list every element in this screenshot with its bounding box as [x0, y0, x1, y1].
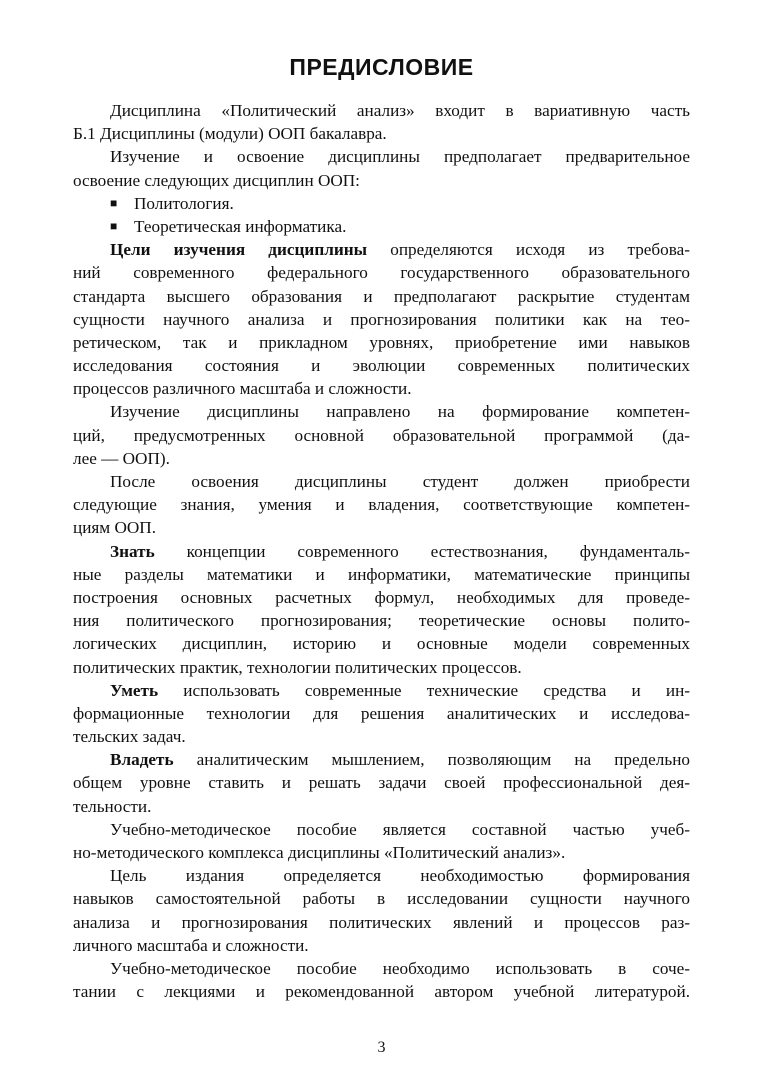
paragraph-6-line-2: ные разделы математики и информатики, математические принципы — [73, 564, 690, 584]
paragraph-1-line-2: Б.1 Дисциплины (модули) ООП бакалавра. — [73, 124, 387, 144]
bullet-item-text: Теоретическая информатика. — [134, 216, 347, 236]
paragraph-3-line-2: ний современного федерального государственного образовательного — [73, 263, 690, 283]
paragraph-4-line-2: ций, предусмотренных основной образовательной программой (да- — [73, 425, 690, 445]
page-number: 3 — [377, 1039, 386, 1056]
paragraph-6-line-5: логических дисциплин, историю и основные модели современных — [73, 634, 690, 654]
paragraph-3-line-1-text: определяются исходя из требова- — [367, 240, 690, 260]
paragraph-6-line-3: построения основных расчетных формул, необходимых для проведе- — [73, 587, 690, 607]
paragraph-7-line-2: формационные технологии для решения аналитических и исследова- — [73, 703, 690, 723]
paragraph-8-line-2: общем уровне ставить и решать задачи своей профессиональной дея- — [73, 773, 690, 793]
paragraph-3-line-5: ретическом, так и прикладном уровнях, приобретение ими навыков — [73, 332, 690, 352]
paragraph-7-line-3: тельских задач. — [73, 727, 186, 747]
paragraph-2-line-1: Изучение и освоение дисциплины предполагает предварительное — [110, 147, 690, 167]
paragraph-6-line-1-text: концепции современного естествознания, фундаменталь- — [154, 541, 690, 561]
paragraph-5-line-2: следующие знания, умения и владения, соответствующие компетен- — [73, 495, 690, 515]
page-title: ПРЕДИСЛОВИЕ — [289, 54, 474, 80]
paragraph-10-line-1: Цель издания определяется необходимостью формирования — [110, 866, 690, 886]
master-heading: Владеть — [110, 750, 174, 770]
paragraph-3-line-3: стандарта высшего образования и предполагают раскрытие студентам — [73, 286, 690, 306]
paragraph-8-line-1-text: аналитическим мышлением, позволяющим на предельно — [173, 750, 690, 770]
goals-heading: Цели изучения дисциплины — [110, 240, 368, 260]
bullet-item-1 — [73, 192, 690, 215]
paragraph-4-line-3: лее — ООП). — [73, 448, 170, 468]
paragraph-10-line-2: навыков самостоятельной работы в исследовании сущности научного — [73, 889, 690, 909]
document-body — [73, 99, 690, 1003]
know-heading: Знать — [110, 541, 155, 561]
paragraph-3-line-7: процессов различного масштаба и сложности. — [73, 379, 412, 399]
bullet-item-text: Политология. — [134, 193, 234, 213]
bullet-square-icon: ■ — [110, 218, 118, 233]
paragraph-11-line-2: тании с лекциями и рекомендованной автором учебной литературой. — [73, 982, 690, 1002]
paragraph-3-line-1 — [73, 238, 690, 261]
paragraph-5-line-3: циям ООП. — [73, 518, 157, 538]
bullet-square-icon: ■ — [110, 195, 118, 210]
be-able-heading: Уметь — [110, 680, 159, 700]
paragraph-6-line-1 — [73, 540, 690, 563]
paragraph-5-line-1: После освоения дисциплины студент должен приобрести — [110, 472, 690, 491]
paragraph-3-line-4: сущности научного анализа и прогнозирования политики как на тео- — [73, 309, 690, 329]
paragraph-6-line-6: политических практик, технологии политических процессов. — [73, 657, 522, 677]
paragraph-7-line-1-text: использовать современные технические средства и ин- — [158, 680, 690, 700]
paragraph-8-line-1 — [73, 748, 690, 771]
paragraph-4-line-1: Изучение дисциплины направлено на формирование компетен- — [110, 402, 690, 422]
paragraph-9-line-1: Учебно-методическое пособие является составной частью учеб- — [110, 819, 690, 839]
paragraph-8-line-3: тельности. — [73, 796, 152, 816]
paragraph-11-line-1: Учебно-методическое пособие необходимо использовать в соче- — [110, 958, 690, 978]
paragraph-7-line-1 — [73, 679, 690, 702]
paragraph-1-line-1: Дисциплина «Политический анализ» входит в вариативную часть — [110, 101, 690, 120]
paragraph-9-line-2: но-методического комплекса дисциплины «Политический анализ». — [73, 843, 566, 862]
paragraph-6-line-4: ния политического прогнозирования; теоретические основы полито- — [73, 611, 690, 631]
paragraph-2-line-2: освоение следующих дисциплин ООП: — [73, 170, 360, 190]
bullet-item-2 — [73, 215, 690, 238]
paragraph-10-line-4: личного масштаба и сложности. — [73, 935, 309, 955]
paragraph-10-line-3: анализа и прогнозирования политических явлений и процессов раз- — [73, 912, 690, 932]
paragraph-3-line-6: исследования состояния и эволюции современных политических — [73, 356, 690, 376]
